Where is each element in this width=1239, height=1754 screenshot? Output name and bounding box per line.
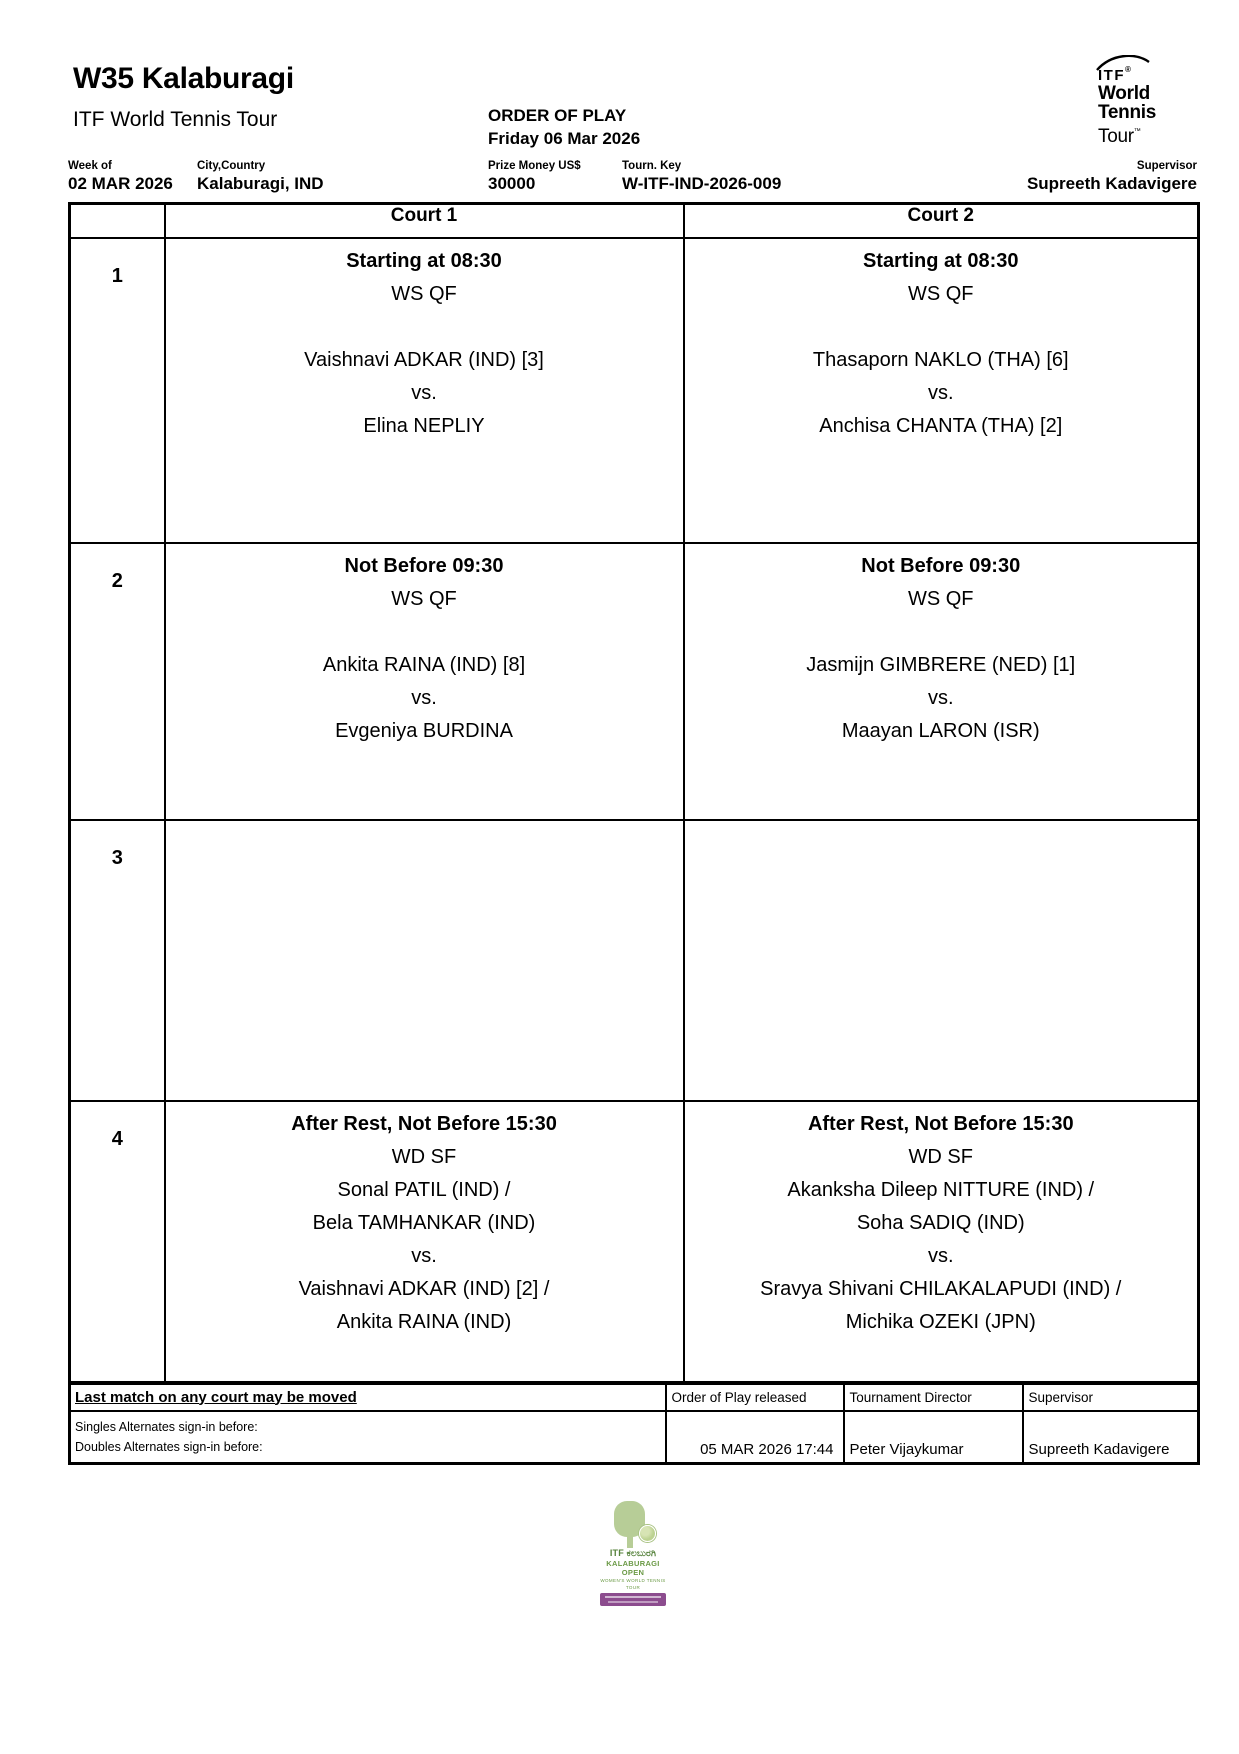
vs-label: vs. [411, 1245, 437, 1267]
logo-date-banner [600, 1593, 666, 1606]
spacer [166, 311, 683, 344]
match-time: Starting at 08:30 [862, 250, 1019, 272]
team-side1-line1: Akanksha Dileep NITTURE (IND) / [787, 1179, 1095, 1201]
match-r4-court2 [684, 1101, 1199, 1382]
city-country-label: City,Country [197, 160, 266, 172]
player-side1: Vaishnavi ADKAR (IND) [3] [304, 349, 544, 371]
match-event: WS QF [907, 283, 974, 305]
player-side2: Elina NEPLIY [363, 415, 485, 437]
match-event: WD SF [391, 1146, 457, 1168]
vs-label: vs. [411, 687, 437, 709]
schedule-row-4 [70, 1101, 1199, 1382]
week-of-value: 02 MAR 2026 [68, 174, 173, 193]
match-r2-court2 [684, 543, 1199, 820]
footer-value-row [70, 1411, 1199, 1464]
row-number: 2 [70, 543, 165, 820]
prize-money-value: 30000 [488, 174, 536, 193]
racquet-handle-icon [627, 1535, 633, 1548]
order-of-play-label: ORDER OF PLAY [488, 106, 627, 125]
match-time: Not Before 09:30 [861, 555, 1021, 577]
match-event: WD SF [908, 1146, 973, 1168]
order-of-play-block [488, 104, 640, 150]
play-date: Friday 06 Mar 2026 [488, 129, 641, 148]
corner-cell [70, 204, 165, 239]
released-value: 05 MAR 2026 17:44 [666, 1411, 844, 1464]
doubles-signin-label: Doubles Alternates sign-in before: [75, 1439, 263, 1454]
footer-supervisor-label: Supervisor [1023, 1383, 1199, 1411]
vs-label: vs. [927, 687, 954, 709]
player-side1: Ankita RAINA (IND) [8] [322, 654, 526, 676]
director-label: Tournament Director [844, 1383, 1023, 1411]
itf-logo-word3: Tour [1098, 126, 1134, 147]
player-side2: Anchisa CHANTA (THA) [2] [819, 415, 1063, 437]
tourn-key-label: Tourn. Key [622, 160, 682, 172]
director-value: Peter Vijaykumar [844, 1411, 1023, 1464]
match-r2-court1 [165, 543, 684, 820]
itf-abbr: ITF [1098, 67, 1125, 84]
team-side2-line1: Vaishnavi ADKAR (IND) [2] / [298, 1278, 550, 1300]
singles-signin-label: Singles Alternates sign-in before: [75, 1419, 258, 1434]
kalaburagi-open-logo [599, 1500, 667, 1606]
match-time: After Rest, Not Before 15:30 [291, 1113, 557, 1135]
match-event: WS QF [907, 588, 974, 610]
tour-subtitle: ITF World Tennis Tour [73, 108, 278, 131]
team-side1-line1: Sonal PATIL (IND) / [337, 1179, 511, 1201]
footer-table [68, 1382, 1200, 1465]
footer-supervisor-value: Supreeth Kadavigere [1023, 1411, 1199, 1464]
match-event: WS QF [391, 588, 457, 610]
trademark-mark: ™ [1133, 128, 1141, 135]
schedule-row-2 [70, 543, 1199, 820]
court-2-header: Court 2 [684, 204, 1199, 239]
team-side2-line2: Ankita RAINA (IND) [336, 1311, 512, 1333]
player-side1: Thasaporn NAKLO (THA) [6] [812, 349, 1069, 371]
last-match-note: Last match on any court may be moved [70, 1383, 666, 1411]
spacer [685, 311, 1198, 344]
team-side2-line1: Sravya Shivani CHILAKALAPUDI (IND) / [760, 1278, 1122, 1300]
released-label: Order of Play released [666, 1383, 844, 1411]
tennis-ball-icon [639, 1525, 656, 1542]
tournament-title: W35 Kalaburagi [73, 62, 294, 95]
itf-world-tennis-tour-logo [1098, 56, 1188, 147]
match-event: WS QF [391, 283, 457, 305]
schedule-row-1 [70, 238, 1199, 543]
order-of-play-table [68, 202, 1200, 1384]
row-number: 3 [70, 820, 165, 1101]
info-week-of [68, 159, 173, 195]
week-of-label: Week of [68, 160, 112, 172]
spacer [166, 616, 683, 649]
player-side2: Evgeniya BURDINA [335, 720, 513, 742]
supervisor-label: Supervisor [1136, 160, 1197, 172]
match-r1-court2 [684, 238, 1199, 543]
logo-line3: WOMEN'S WORLD TENNIS TOUR [600, 1578, 666, 1590]
info-city-country [197, 159, 324, 195]
info-supervisor [1027, 159, 1197, 195]
prize-money-label: Prize Money US$ [488, 160, 581, 172]
court-header-row [70, 204, 1199, 239]
player-side2: Maayan LARON (ISR) [841, 720, 1040, 742]
team-side1-line2: Soha SADIQ (IND) [856, 1212, 1025, 1234]
supervisor-value: Supreeth Kadavigere [1026, 174, 1197, 193]
spacer [685, 616, 1198, 649]
match-r4-court1 [165, 1101, 684, 1382]
logo-line1: ITF ಕಲಬುರಗಿ [609, 1548, 657, 1558]
itf-logo-word1: World [1098, 83, 1150, 104]
match-time: Starting at 08:30 [346, 250, 502, 272]
tourn-key-value: W-ITF-IND-2026-009 [622, 174, 782, 193]
logo-line2: KALABURAGI OPEN [606, 1559, 660, 1577]
vs-label: vs. [927, 382, 954, 404]
player-side1: Jasmijn GIMBRERE (NED) [1] [806, 654, 1076, 676]
row-number: 1 [70, 238, 165, 543]
schedule-row-3 [70, 820, 1199, 1101]
row-number: 4 [70, 1101, 165, 1382]
court-1-header: Court 1 [165, 204, 684, 239]
schedule-area [68, 202, 1197, 1465]
match-r3-court2-empty [684, 820, 1199, 1101]
registered-mark: ® [1125, 65, 1131, 74]
info-prize-money [488, 159, 581, 195]
signin-cell [70, 1411, 666, 1464]
match-r3-court1-empty [165, 820, 684, 1101]
match-time: After Rest, Not Before 15:30 [807, 1113, 1074, 1135]
match-r1-court1 [165, 238, 684, 543]
vs-label: vs. [411, 382, 437, 404]
match-time: Not Before 09:30 [344, 555, 504, 577]
vs-label: vs. [927, 1245, 954, 1267]
team-side2-line2: Michika OZEKI (JPN) [845, 1311, 1036, 1333]
city-country-value: Kalaburagi, IND [197, 174, 324, 193]
footer-header-row [70, 1383, 1199, 1411]
team-side1-line2: Bela TAMHANKAR (IND) [312, 1212, 536, 1234]
info-tourn-key [622, 159, 781, 195]
itf-logo-word2: Tennis [1098, 102, 1157, 123]
